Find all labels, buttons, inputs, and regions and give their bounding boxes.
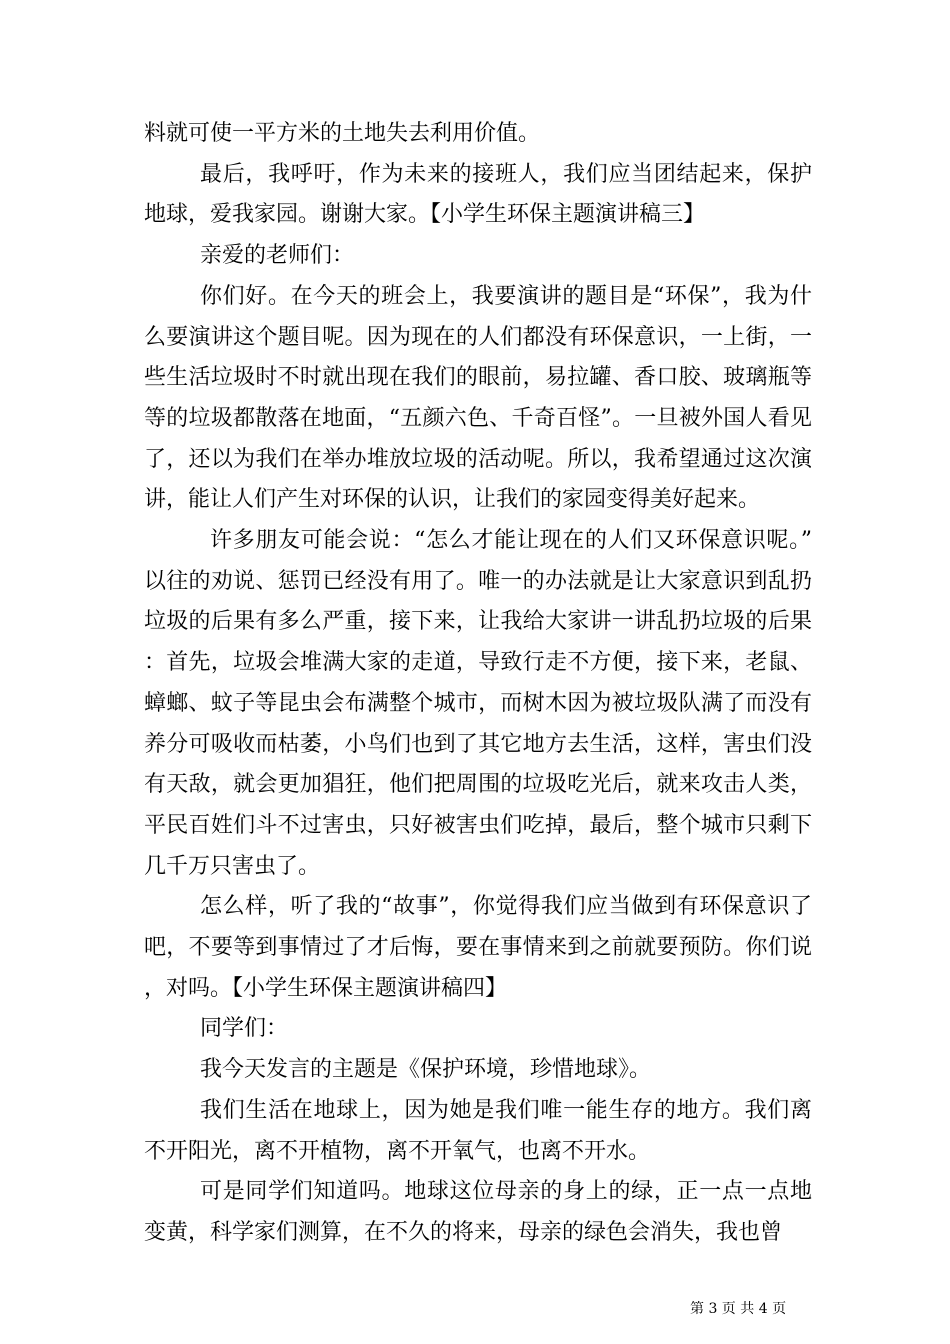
- paragraph: 最后，我呼吁，作为未来的接班人，我们应当团结起来，保护地球，爱我家园。谢谢大家。【小学生环保主题演讲稿三】: [144, 161, 812, 228]
- paragraph: 可是同学们知道吗。地球这位母亲的身上的绿，正一点一点地变黄，科学家们测算，在不久的将来，母亲的绿色会消失，我也曾: [144, 1179, 812, 1245]
- paragraph: 我们生活在地球上，因为她是我们唯一能生存的地方。我们离不开阳光，离不开植物，离不开氧气，也离不开水。: [144, 1097, 812, 1164]
- page-number: 第 3 页 共 4 页: [690, 1301, 787, 1317]
- paragraph: 怎么样，听了我的“故事”，你觉得我们应当做到有环保意识了吧，不要等到事情过了才后悔，要在事情来到之前就要预防。你们说，对吗。【小学生环保主题演讲稿四】: [144, 894, 812, 1001]
- document-body: [144, 114, 812, 1254]
- paragraph: 许多朋友可能会说：“怎么才能让现在的人们又环保意识呢。”以往的劝说、惩罚已经没有用了。唯一的办法就是让大家意识到乱扔垃圾的后果有多么严重，接下来，让我给大家讲一讲乱扔垃圾的后果：首先，垃圾会堆满大家的走道，导致行走不方便，接下来，老鼠、蟑螂、蚊子等昆虫会布满整个城市，而树木因为被垃圾队满了而没有养分可吸收而枯萎，小鸟们也到了其它地方去生活，这样，害虫们没有天敌，就会更加猖狂，他们把周围的垃圾吃光后，就来攻击人类，平民百姓们斗不过害虫，只好被害虫们吃掉，最后，整个城市只剩下几千万只害虫了。: [144, 528, 812, 879]
- paragraph: 你们好。在今天的班会上，我要演讲的题目是“环保”，我为什么要演讲这个题目呢。因为现在的人们都没有环保意识，一上街，一些生活垃圾时不时就出现在我们的眼前，易拉罐、香口胶、玻璃瓶等等的垃圾都散落在地面，“五颜六色、千奇百怪”。一旦被外国人看见了，还以为我们在举办堆放垃圾的活动呢。所以，我希望通过这次演讲，能让人们产生对环保的认识，让我们的家园变得美好起来。: [144, 283, 812, 513]
- paragraph: 我今天发言的主题是《保护环境，珍惜地球》。: [200, 1057, 652, 1083]
- salutation: 亲爱的老师们：: [200, 243, 355, 269]
- salutation: 同学们：: [200, 1016, 289, 1042]
- paragraph: 料就可使一平方米的土地失去利用价值。: [144, 121, 541, 146]
